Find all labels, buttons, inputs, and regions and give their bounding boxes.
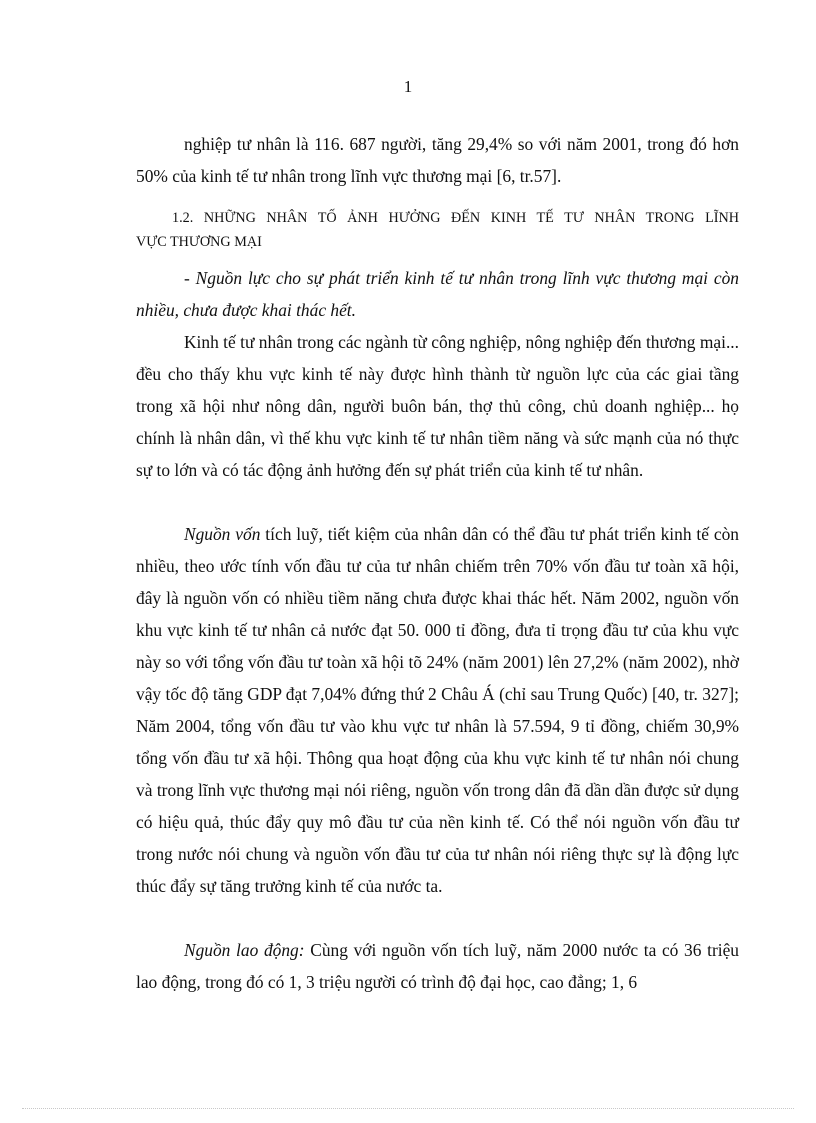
section-heading-line-1: 1.2. NHỮNG NHÂN TỐ ẢNH HƯỞNG ĐẾN KINH TẾ TƯ NHÂN TRONG LĨNH [172,210,739,226]
capital-source-text: tích luỹ, tiết kiệm của nhân dân có thể đầu tư phát triển kinh tế còn nhiều, theo ước tính vốn đầu tư của tư nhân chiếm trên 70% vốn đầu tư toàn xã hội, đây là nguồn vốn có nhiều tiềm năng chưa được khai thác hết. Năm 2002, nguồn vốn khu vực kinh tế tư nhân cả nước đạt 50. 000 tỉ đồng, đưa tỉ trọng đầu tư của khu vực này so với tổng vốn đầu tư toàn xã hội tõ 24% (năm 2001) lên 27,2% (năm 2002), nhờ vậy tốc độ tăng GDP đạt 7,04% đứng thứ 2 Châu Á (chỉ sau Trung Quốc) [40, tr. 327]; Năm 2004, tổng vốn đầu tư vào khu vực tư nhân là 57.594, 9 tỉ đồng, chiếm 30,9% tổng vốn đầu tư xã hội. Thông qua hoạt động của khu vực kinh tế tư nhân nói chung và trong lĩnh vực thương mại nói riêng, nguồn vốn trong dân đã dần dần được sử dụng có hiệu quả, thúc đẩy quy mô đầu tư của nền kinh tế. Có thể nói nguồn vốn đầu tư trong nước nói chung và nguồn vốn đầu tư của tư nhân nói riêng thực sự là động lực thúc đẩy sự tăng trưởng kinh tế của nước ta. [136,524,739,896]
resource-subheading: - Nguồn lực cho sự phát triển kinh tế tư nhân trong lĩnh vực thương mại còn nhiều, chưa được khai thác hết. [136,268,739,320]
paragraph-capital-source [136,518,739,902]
page-number: 1 [403,77,413,96]
paragraph-private-economy: Kinh tế tư nhân trong các ngành từ công nghiệp, nông nghiệp đến thương mại... đều cho thấy khu vực kinh tế này được hình thành từ nguồn lực của các giai tầng trong xã hội như nông dân, người buôn bán, thợ thủ công, chủ doanh nghiệp... họ chính là nhân dân, vì thế khu vực kinh tế tư nhân tiềm năng và sức mạnh của nó thực sự to lớn và có tác động ảnh hưởng đến sự phát triển của kinh tế tư nhân. [136,332,739,480]
labor-source-lead: Nguồn lao động: [184,940,305,960]
paragraph-labor-source [136,934,739,998]
labor-source-text: Cùng với nguồn vốn tích luỹ, năm 2000 nước ta có 36 triệu lao động, trong đó có 1, 3 triệu người có trình độ đại học, cao đẳng; 1, 6 [136,940,740,992]
section-heading-line-2: VỰC THƯƠNG MẠI [136,234,262,250]
intro-paragraph: nghiệp tư nhân là 116. 687 người, tăng 29,4% so với năm 2001, trong đó hơn 50% của kinh tế tư nhân trong lĩnh vực thương mại [6, tr.57]. [136,134,739,186]
section-heading [136,206,739,254]
capital-source-lead: Nguồn vốn [184,524,261,544]
page-bottom-divider [22,1108,794,1109]
